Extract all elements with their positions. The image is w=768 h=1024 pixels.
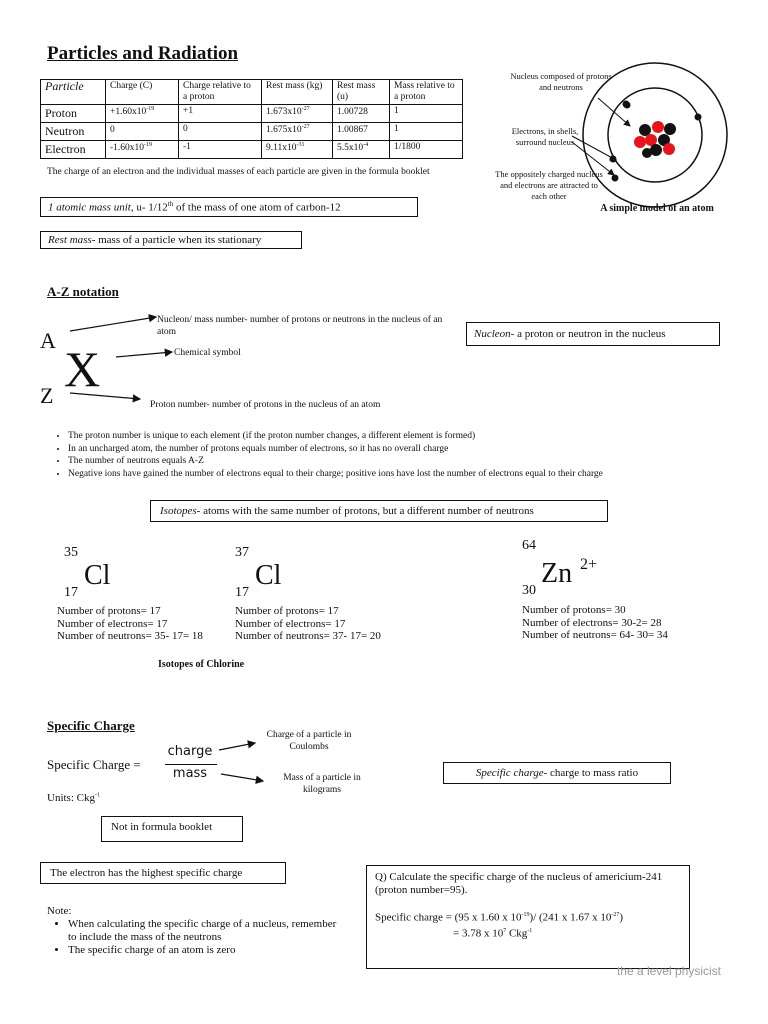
isotope-mass-number: 37 <box>235 545 249 560</box>
isotope-proton-number: 17 <box>64 585 78 600</box>
atom-label-electrons: Electrons, in shells, surround nucleus <box>511 126 579 147</box>
az-label-nucleon-number: Nucleon/ mass number- number of protons or neutrons in the nucleus of an atom <box>157 315 443 337</box>
az-heading: A-Z notation <box>47 284 119 299</box>
isotope-counts: Number of protons= 30 Number of electrons= 30-2= 28 Number of neutrons= 64- 30= 34 <box>522 604 668 641</box>
table-cell: $5.5x10^{-4}$ <box>333 141 390 159</box>
table-cell: 0 <box>179 123 262 141</box>
az-label-chemical-symbol: Chemical symbol <box>174 348 241 358</box>
specific-charge-lhs: Specific Charge = <box>47 757 141 772</box>
particle-table <box>40 79 463 159</box>
az-label-proton-number: Proton number- number of protons in the nucleus of an atom <box>150 400 381 410</box>
watermark: the a level physicist <box>616 964 721 978</box>
table-header: Rest mass (kg) <box>262 80 333 105</box>
note-heading: Note: <box>47 905 72 917</box>
label-charge-coulombs: Charge of a particle in Coulombs <box>266 730 352 752</box>
atom-label-attraction: The oppositely charged nucleus and electrons are attracted to each other <box>495 169 603 201</box>
table-header: Charge relative to a proton <box>179 80 262 105</box>
table-cell: $1.675x10^{-27}$ <box>262 123 333 141</box>
answer-line: = 3.78 x $10^7$ Ckg$^{-1}$ <box>453 927 533 940</box>
isotope-counts: Number of protons= 17 Number of electrons= 17 Number of neutrons= 37- 17= 20 <box>235 605 381 642</box>
electron-highest-box: The electron has the highest specific charge <box>40 862 286 884</box>
table-cell: Proton <box>41 105 106 123</box>
label-mass-kilograms: Mass of a particle in kilograms <box>283 773 361 795</box>
list-item: • When calculating the specific charge of a nucleus, remember to include the mass of the neutrons <box>68 918 346 944</box>
rest-mass-definition-box: Rest mass- mass of a particle when its stationary <box>40 231 302 249</box>
isotope-mass-number: 64 <box>522 538 536 553</box>
table-row <box>41 141 463 159</box>
fraction-numerator: charge <box>167 744 213 759</box>
page-title: Particles and Radiation <box>47 43 239 64</box>
table-cell: -1 <box>179 141 262 159</box>
table-cell: $-1.60x10^{-19}$ <box>106 141 179 159</box>
table-header: Rest mass (u) <box>333 80 390 105</box>
table-header-row <box>41 80 463 105</box>
table-row <box>41 123 463 141</box>
nucleus <box>634 121 676 158</box>
nucleon-definition-box: Nucleon- a proton or neutron in the nucleus <box>466 322 720 346</box>
isotopes-caption: Isotopes of Chlorine <box>158 659 245 670</box>
inner-orbit <box>608 88 702 182</box>
az-mass-number-symbol: A <box>40 328 56 353</box>
table-cell: 1.00867 <box>333 123 390 141</box>
list-item: • The specific charge of an atom is zero <box>68 944 346 957</box>
specific-charge-units: Units: Ckg$^{-1}$ <box>47 792 100 804</box>
fraction-bar <box>165 764 217 765</box>
list-item: • Negative ions have gained the number of electrons equal to their charge; positive ions have lost the number of electrons equal to their charge <box>68 468 746 481</box>
isotopes-definition-box: Isotopes- atoms with the same number of protons, but a different number of neutrons <box>150 500 608 522</box>
specific-charge-heading: Specific Charge <box>47 718 135 733</box>
isotope-symbol: Cl <box>84 560 111 591</box>
table-cell: Electron <box>41 141 106 159</box>
isotope-counts: Number of protons= 17 Number of electrons= 17 Number of neutrons= 35- 17= 18 <box>57 605 203 642</box>
specific-charge-definition-box: Specific charge- charge to mass ratio <box>443 762 671 784</box>
table-cell: $+1.60x10^{-19}$ <box>106 105 179 123</box>
list-item: • The proton number is unique to each element (if the proton number changes, a different element is formed) <box>68 430 746 443</box>
not-in-booklet-box: Not in formula booklet <box>101 816 243 842</box>
isotope-mass-number: 35 <box>64 545 78 560</box>
table-cell: 0 <box>106 123 179 141</box>
fraction-denominator: mass <box>172 766 208 781</box>
amu-definition-box: 1 atomic mass unit, u- 1/12th of the mass of one atom of carbon-12 <box>40 197 418 217</box>
atom-label-nucleus: Nucleus composed of protons and neutrons <box>510 71 612 92</box>
worked-example-box <box>366 865 690 969</box>
table-cell: +1 <box>179 105 262 123</box>
question-text: Q) Calculate the specific charge of the nucleus of americium-241 (proton number=95). <box>375 871 663 896</box>
notes-list <box>46 918 346 957</box>
table-row <box>41 105 463 123</box>
formula-booklet-note: The charge of an electron and the individual masses of each particle are given in the formula booklet <box>47 167 430 177</box>
atom-model-caption: A simple model of an atom <box>600 203 714 214</box>
az-proton-number-symbol: Z <box>40 383 54 408</box>
notation-bullets <box>46 430 746 480</box>
table-cell: 1/1800 <box>390 141 463 159</box>
table-cell: Neutron <box>41 123 106 141</box>
list-item: • The number of neutrons equals A-Z <box>68 455 746 468</box>
table-cell: 1.00728 <box>333 105 390 123</box>
isotope-symbol: Zn <box>541 558 573 589</box>
electron <box>623 101 630 108</box>
isotope-symbol: Cl <box>255 560 282 591</box>
table-header: Particle <box>41 80 106 105</box>
table-cell: $9.11x10^{-31}$ <box>262 141 333 159</box>
az-element-symbol: X <box>64 341 101 397</box>
table-header: Mass relative to a proton <box>390 80 463 105</box>
electron <box>695 114 702 121</box>
isotope-ion-charge: 2+ <box>580 556 598 573</box>
isotope-proton-number: 17 <box>235 585 249 600</box>
table-cell: $1.673x10^{-27}$ <box>262 105 333 123</box>
list-item: • In an uncharged atom, the number of protons equals number of electrons, so it has no overall charge <box>68 443 746 456</box>
table-cell: 1 <box>390 105 463 123</box>
isotope-proton-number: 30 <box>522 583 536 598</box>
table-cell: 1 <box>390 123 463 141</box>
table-header: Charge (C) <box>106 80 179 105</box>
calculation-line: Specific charge = (95 x 1.60 x $10^{-19})/$ (241 x 1.67 x $10^{-27}$) <box>375 911 624 924</box>
electron <box>612 175 619 182</box>
